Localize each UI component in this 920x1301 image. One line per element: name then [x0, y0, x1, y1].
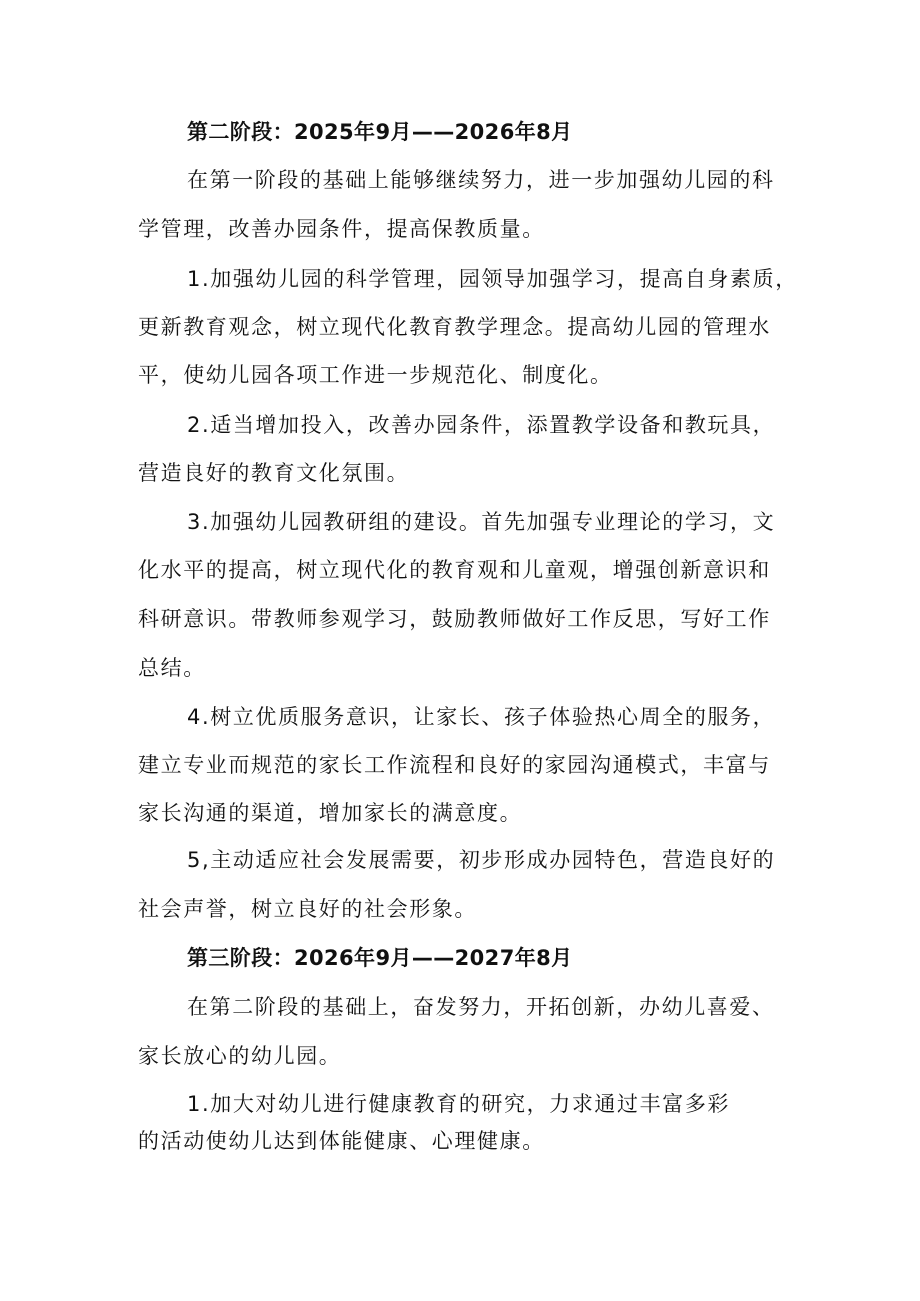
- section-heading-stage-2: 第二阶段：2025年9月——2026年8月: [187, 120, 573, 144]
- list-item-line: 的活动使幼儿达到体能健康、心理健康。: [138, 1129, 545, 1153]
- list-item-line: 4.树立优质服务意识，让家长、孩子体验热心周全的服务，: [187, 705, 776, 729]
- list-item-line: 化水平的提高，树立现代化的教育观和儿童观，增强创新意识和: [138, 558, 771, 582]
- list-item-line: 总结。: [138, 656, 206, 680]
- list-item-line: 家长沟通的渠道，增加家长的满意度。: [138, 801, 523, 825]
- list-item-line: 3.加强幼儿园教研组的建设。首先加强专业理论的学习，文: [187, 510, 776, 534]
- list-item-line: 1.加强幼儿园的科学管理，园领导加强学习，提高自身素质，: [187, 267, 798, 291]
- paragraph-line: 家长放心的幼儿园。: [138, 1044, 342, 1068]
- list-item-line: 5,主动适应社会发展需要，初步形成办园特色，营造良好的: [187, 848, 776, 872]
- list-item-line: 营造良好的教育文化氛围。: [138, 461, 410, 485]
- section-heading-stage-3: 第三阶段：2026年9月——2027年8月: [187, 946, 573, 970]
- list-item-line: 2.适当增加投入，改善办园条件，添置教学设备和教玩具，: [187, 413, 776, 437]
- list-item-line: 社会声誉，树立良好的社会形象。: [138, 897, 477, 921]
- list-item-line: 平，使幼儿园各项工作进一步规范化、制度化。: [138, 363, 613, 387]
- paragraph-line: 学管理，改善办园条件，提高保教质量。: [138, 217, 545, 241]
- list-item-line: 科研意识。带教师参观学习，鼓励教师做好工作反思，写好工作: [138, 607, 771, 631]
- paragraph-line: 在第二阶段的基础上，奋发努力，开拓创新，办幼儿喜爱、: [187, 995, 775, 1019]
- list-item-line: 建立专业而规范的家长工作流程和良好的家园沟通模式，丰富与: [138, 753, 771, 777]
- list-item-line: 1.加大对幼儿进行健康教育的研究，力求通过丰富多彩: [187, 1092, 731, 1116]
- paragraph-line: 在第一阶段的基础上能够继续努力，进一步加强幼儿园的科: [187, 168, 775, 192]
- list-item-line: 更新教育观念，树立现代化教育教学理念。提高幼儿园的管理水: [138, 315, 771, 339]
